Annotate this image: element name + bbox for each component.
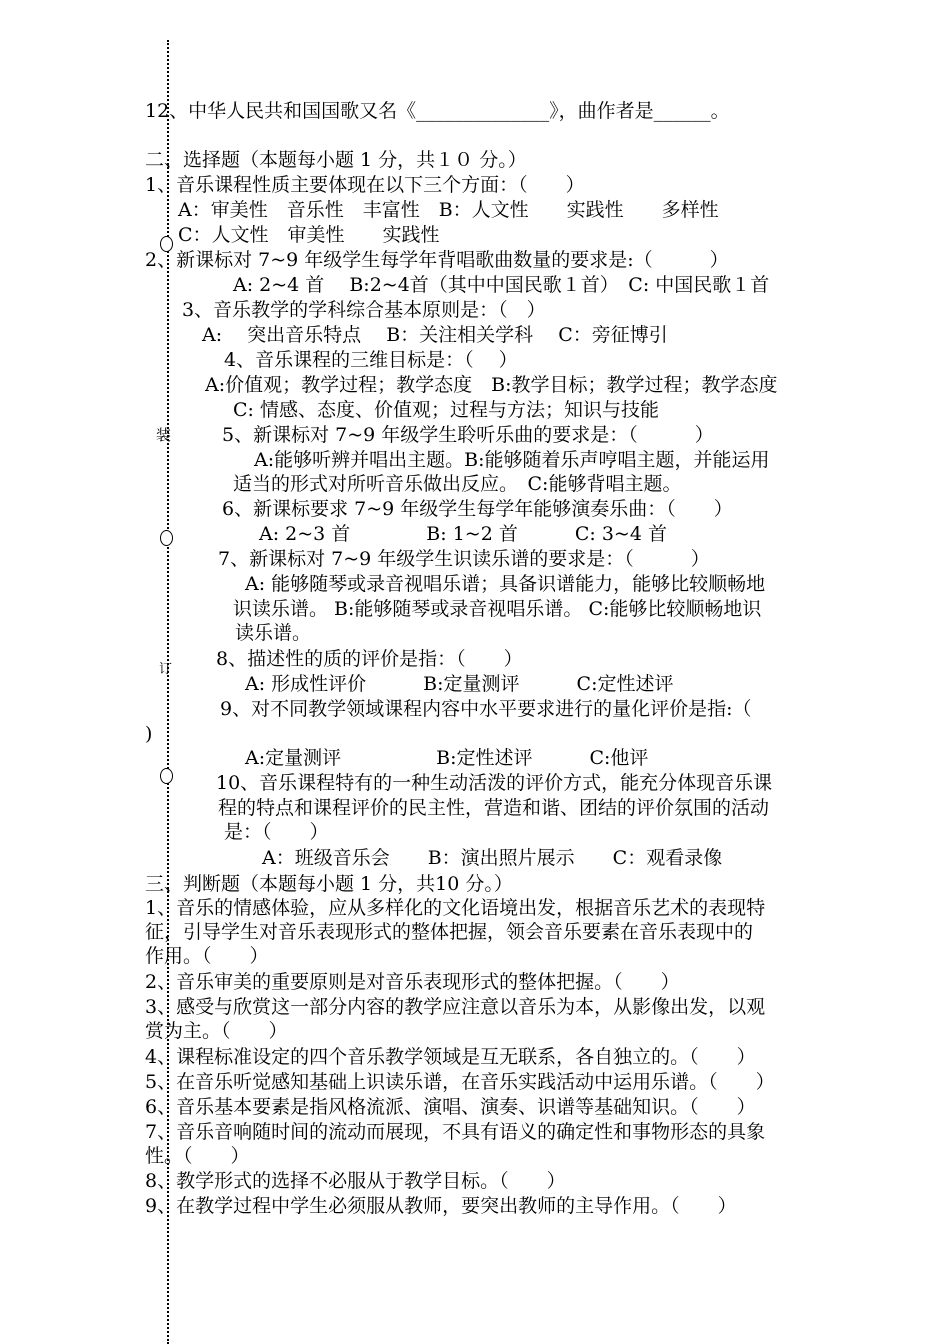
choice-8-options: A: 形成性评价 B:定量测评 C:定性述评 xyxy=(245,673,674,695)
choice-1-option-c: C：人文性 审美性 实践性 xyxy=(178,224,440,246)
fill-question-12: 12、中华人民共和国国歌又名《______________》，曲作者是______。 xyxy=(145,100,730,122)
choice-2-options: A: 2~4 首 B:2~4首（其中中国民歌１首） C: 中国民歌１首 xyxy=(233,274,770,296)
choice-question-8: 8、描述性的质的评价是指：（ ） xyxy=(216,648,523,670)
choice-question-3: 3、音乐教学的学科综合基本原则是：（ ） xyxy=(182,299,546,321)
choice-question-7: 7、新课标对 7~9 年级学生识读乐谱的要求是：（ ） xyxy=(218,548,710,570)
section-heading-choice: 二、选择题（本题每小题 1 分，共１０ 分。） xyxy=(145,149,527,171)
choice-7-options-line3: 读乐谱。 xyxy=(235,622,312,644)
choice-4-options-ab: A:价值观；教学过程；教学态度 B:教学目标；教学过程；教学态度 xyxy=(205,374,778,396)
judge-question-4: 4、课程标准设定的四个音乐教学领域是互无联系，各自独立的。（ ） xyxy=(145,1046,756,1068)
choice-question-2: 2、新课标对 7~9 年级学生每学年背唱歌曲数量的要求是:（ ） xyxy=(145,249,729,271)
choice-question-6: 6、新课标要求 7~9 年级学生每学年能够演奏乐曲：（ ） xyxy=(222,498,733,520)
judge-question-1-line1: 1、音乐的情感体验，应从多样化的文化语境出发，根据音乐艺术的表现特 xyxy=(145,897,766,919)
choice-5-options-line2: 适当的形式对所听音乐做出反应。 C:能够背唱主题。 xyxy=(233,473,682,495)
choice-9-continuation: ) xyxy=(145,723,153,745)
choice-10-options: A：班级音乐会 B：演出照片展示 C：观看录像 xyxy=(262,847,723,869)
choice-3-options: A: 突出音乐特点 B：关注相关学科 C：旁征博引 xyxy=(202,324,668,346)
section-heading-judge: 三、判断题（本题每小题 1 分，共10 分。） xyxy=(145,873,513,895)
judge-question-3-line1: 3、感受与欣赏这一部分内容的教学应注意以音乐为本，从影像出发，以观 xyxy=(145,996,766,1018)
choice-question-10-line2: 程的特点和课程评价的民主性，营造和谐、团结的评价氛围的活动 xyxy=(218,797,770,819)
choice-question-4: 4、音乐课程的三维目标是：（ ） xyxy=(224,349,518,371)
judge-question-7-line2: 性。（ ） xyxy=(145,1145,250,1167)
choice-4-option-c: C: 情感、态度、价值观；过程与方法；知识与技能 xyxy=(233,399,659,421)
judge-question-2: 2、音乐审美的重要原则是对音乐表现形式的整体把握。（ ） xyxy=(145,971,680,993)
judge-question-6: 6、音乐基本要素是指风格流派、演唱、演奏、识谱等基础知识。（ ） xyxy=(145,1096,756,1118)
choice-1-options-ab: A：审美性 音乐性 丰富性 B：人文性 实践性 多样性 xyxy=(178,199,719,221)
binding-label-zhuang: 装 xyxy=(156,426,172,444)
choice-question-10-line1: 10、音乐课程特有的一种生动活泼的评价方式，能充分体现音乐课 xyxy=(216,772,773,794)
choice-5-options-line1: A:能够听辨并唱出主题。B:能够随着乐声哼唱主题，并能运用 xyxy=(254,449,770,471)
choice-question-1: 1、音乐课程性质主要体现在以下三个方面：（ ） xyxy=(145,174,585,196)
choice-7-options-line1: A: 能够随琴或录音视唱乐谱；具备识谱能力，能够比较顺畅地 xyxy=(245,573,766,595)
judge-question-7-line1: 7、音乐音响随时间的流动而展现，不具有语义的确定性和事物形态的具象 xyxy=(145,1121,766,1143)
judge-question-3-line2: 赏为主。（ ） xyxy=(145,1020,288,1042)
binding-label-ding: 订 xyxy=(159,662,173,677)
judge-question-9: 9、在教学过程中学生必须服从教师，要突出教师的主导作用。（ ） xyxy=(145,1195,737,1217)
binding-hole xyxy=(160,530,173,546)
choice-7-options-line2: 识读乐谱。 B:能够随琴或录音视唱乐谱。 C:能够比较顺畅地识 xyxy=(233,598,762,620)
choice-question-5: 5、新课标对 7~9 年级学生聆听乐曲的要求是：（ ） xyxy=(222,424,714,446)
judge-question-1-line3: 作用。（ ） xyxy=(145,945,269,967)
binding-hole xyxy=(160,768,173,784)
judge-question-1-line2: 征，引导学生对音乐表现形式的整体把握，领会音乐要素在音乐表现中的 xyxy=(145,921,754,943)
choice-question-9: 9、对不同教学领域课程内容中水平要求进行的量化评价是指:（ xyxy=(220,698,752,720)
choice-6-options: A: 2~3 首 B: 1~2 首 C: 3~4 首 xyxy=(259,523,667,545)
choice-9-options: A:定量测评 B:定性述评 C:他评 xyxy=(245,747,649,769)
judge-question-5: 5、在音乐听觉感知基础上识读乐谱，在音乐实践活动中运用乐谱。（ ） xyxy=(145,1071,775,1093)
judge-question-8: 8、教学形式的选择不必服从于教学目标。（ ） xyxy=(145,1170,566,1192)
choice-question-10-line3: 是：（ ） xyxy=(224,821,329,843)
